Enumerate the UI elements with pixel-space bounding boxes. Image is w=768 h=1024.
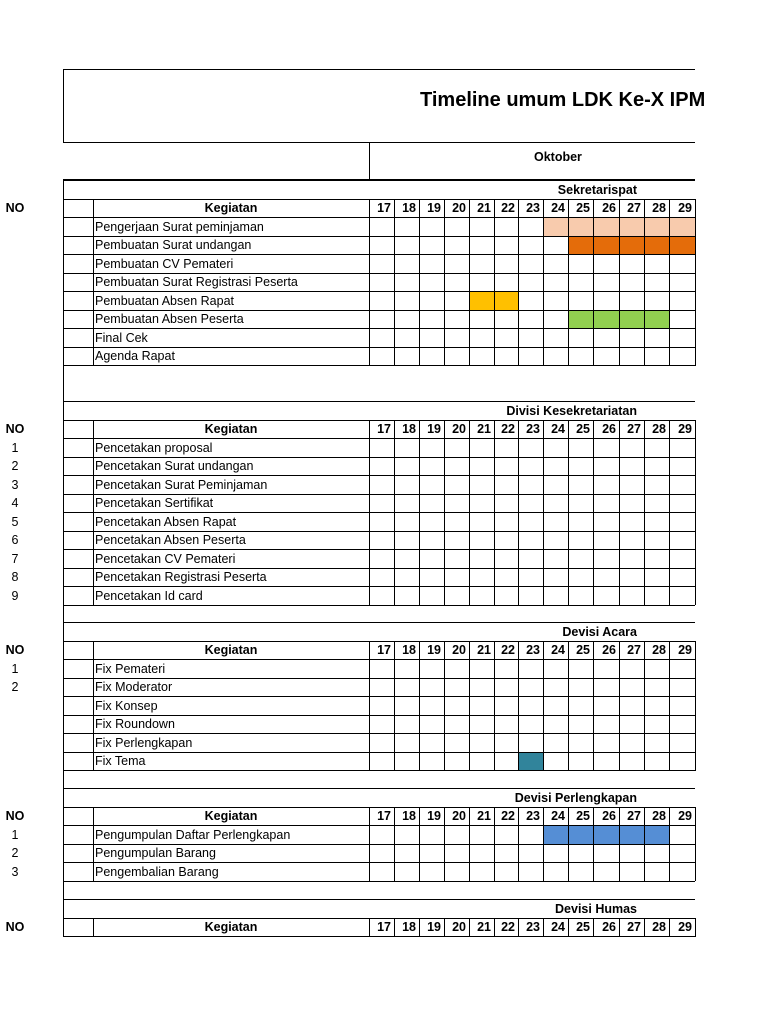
- row-number: 9: [11, 589, 19, 603]
- row-number: 3: [11, 478, 19, 492]
- timeline-bar-cell: [645, 311, 670, 329]
- grid-line: [695, 807, 696, 881]
- grid-line: [543, 641, 544, 771]
- grid-line: [63, 328, 695, 329]
- timeline-bar-cell: [569, 311, 594, 329]
- row-number: 2: [11, 846, 19, 860]
- grid-line: [63, 881, 695, 882]
- grid-line: [93, 807, 94, 881]
- grid-line: [369, 807, 370, 881]
- day-header: 25: [576, 809, 590, 823]
- column-header-no: NO: [5, 809, 25, 823]
- activity-name: Fix Konsep: [95, 699, 158, 713]
- grid-line: [593, 807, 594, 881]
- day-header: 28: [652, 920, 666, 934]
- activity-name: Pembuatan Absen Peserta: [95, 312, 244, 326]
- column-header-kegiatan: Kegiatan: [204, 809, 258, 823]
- grid-line: [63, 788, 64, 807]
- grid-line: [619, 199, 620, 366]
- grid-line: [494, 918, 495, 937]
- grid-line: [63, 788, 695, 789]
- activity-name: Pengembalian Barang: [95, 865, 219, 879]
- column-header-no: NO: [5, 201, 25, 215]
- page-title: Timeline umum LDK Ke-X IPM: [420, 89, 706, 111]
- grid-line: [469, 199, 470, 366]
- month-label: Oktober: [534, 150, 582, 164]
- timeline-bar-cell: [620, 311, 645, 329]
- grid-line: [494, 641, 495, 771]
- day-header: 24: [551, 643, 565, 657]
- timeline-bar-cell: [594, 237, 620, 255]
- grid-line: [394, 199, 395, 366]
- grid-line: [444, 199, 445, 366]
- grid-line: [419, 641, 420, 771]
- day-header: 25: [576, 643, 590, 657]
- grid-line: [394, 807, 395, 881]
- row-number: 1: [11, 662, 19, 676]
- day-header: 25: [576, 422, 590, 436]
- activity-name: Pencetakan Surat Peminjaman: [95, 478, 268, 492]
- grid-line: [568, 918, 569, 937]
- day-header: 19: [427, 809, 441, 823]
- grid-line: [494, 420, 495, 605]
- grid-line: [63, 605, 695, 606]
- grid-line: [644, 199, 645, 366]
- timeline-bar-cell: [670, 237, 696, 255]
- activity-name: Fix Perlengkapan: [95, 736, 193, 750]
- grid-line: [63, 401, 695, 402]
- day-header: 28: [652, 809, 666, 823]
- day-header: 21: [477, 920, 491, 934]
- grid-line: [444, 641, 445, 771]
- grid-line: [644, 420, 645, 605]
- timeline-bar-cell: [594, 218, 620, 236]
- day-header: 22: [501, 422, 515, 436]
- activity-name: Pencetakan CV Pemateri: [95, 552, 236, 566]
- activity-name: Fix Pemateri: [95, 662, 166, 676]
- day-header: 21: [477, 643, 491, 657]
- grid-line: [669, 918, 670, 937]
- activity-name: Pengumpulan Daftar Perlengkapan: [95, 828, 291, 842]
- row-number: 5: [11, 515, 19, 529]
- day-header: 24: [551, 201, 565, 215]
- grid-line: [93, 420, 94, 605]
- activity-name: Fix Moderator: [95, 680, 173, 694]
- column-header-kegiatan: Kegiatan: [204, 201, 258, 215]
- day-header: 18: [402, 809, 416, 823]
- day-header: 26: [602, 920, 616, 934]
- activity-name: Pembuatan CV Pemateri: [95, 257, 234, 271]
- row-number: 1: [11, 441, 19, 455]
- timeline-bar-cell: [544, 826, 569, 844]
- grid-line: [63, 622, 64, 641]
- grid-line: [63, 180, 64, 199]
- grid-line: [93, 641, 94, 771]
- grid-line: [444, 420, 445, 605]
- grid-line: [669, 641, 670, 771]
- section-title: Divisi Kesekretariatan: [506, 404, 637, 418]
- grid-line: [63, 365, 64, 401]
- grid-line: [369, 918, 370, 937]
- day-header: 21: [477, 201, 491, 215]
- grid-line: [63, 918, 64, 937]
- day-header: 17: [377, 201, 391, 215]
- grid-line: [63, 69, 695, 70]
- day-header: 17: [377, 920, 391, 934]
- row-number: 6: [11, 533, 19, 547]
- grid-line: [93, 199, 94, 366]
- grid-line: [494, 199, 495, 366]
- day-header: 18: [402, 422, 416, 436]
- grid-line: [619, 807, 620, 881]
- grid-line: [669, 199, 670, 366]
- day-header: 29: [678, 201, 692, 215]
- grid-line: [63, 881, 64, 900]
- timeline-bar-cell: [594, 311, 620, 329]
- day-header: 18: [402, 920, 416, 934]
- activity-name: Fix Roundown: [95, 717, 175, 731]
- grid-line: [568, 199, 569, 366]
- column-header-kegiatan: Kegiatan: [204, 920, 258, 934]
- day-header: 20: [452, 201, 466, 215]
- activity-name: Pencetakan Absen Rapat: [95, 515, 237, 529]
- day-header: 29: [678, 809, 692, 823]
- day-header: 23: [526, 201, 540, 215]
- grid-line: [518, 918, 519, 937]
- activity-name: Pencetakan Surat undangan: [95, 459, 254, 473]
- section-title: Devisi Acara: [562, 625, 637, 639]
- grid-line: [619, 918, 620, 937]
- section-title: Devisi Humas: [555, 902, 637, 916]
- grid-line: [518, 641, 519, 771]
- row-number: 1: [11, 828, 19, 842]
- grid-line: [518, 807, 519, 881]
- timeline-bar-cell: [470, 292, 495, 310]
- grid-line: [63, 936, 695, 937]
- day-header: 29: [678, 422, 692, 436]
- grid-line: [369, 420, 370, 605]
- day-header: 23: [526, 809, 540, 823]
- row-number: 4: [11, 496, 19, 510]
- grid-line: [63, 807, 64, 881]
- day-header: 28: [652, 422, 666, 436]
- grid-line: [593, 420, 594, 605]
- day-header: 20: [452, 422, 466, 436]
- grid-line: [63, 605, 64, 623]
- day-header: 28: [652, 643, 666, 657]
- day-header: 24: [551, 920, 565, 934]
- day-header: 24: [551, 809, 565, 823]
- grid-line: [63, 770, 695, 771]
- grid-line: [695, 420, 696, 605]
- timeline-bar-cell: [569, 826, 594, 844]
- day-header: 20: [452, 809, 466, 823]
- grid-line: [93, 918, 94, 937]
- timeline-bar-cell: [645, 826, 670, 844]
- section-title: Sekretarispat: [557, 183, 637, 197]
- grid-line: [419, 918, 420, 937]
- grid-line: [63, 401, 64, 420]
- grid-line: [419, 199, 420, 366]
- timeline-bar-cell: [569, 218, 594, 236]
- grid-line: [543, 199, 544, 366]
- grid-line: [63, 420, 64, 605]
- day-header: 26: [602, 809, 616, 823]
- day-header: 23: [526, 643, 540, 657]
- day-header: 17: [377, 809, 391, 823]
- timeline-bar-cell: [645, 237, 670, 255]
- activity-name: Pencetakan Registrasi Peserta: [95, 570, 267, 584]
- day-header: 21: [477, 809, 491, 823]
- day-header: 24: [551, 422, 565, 436]
- day-header: 27: [627, 422, 641, 436]
- grid-line: [444, 918, 445, 937]
- grid-line: [394, 641, 395, 771]
- grid-line: [543, 918, 544, 937]
- grid-line: [669, 420, 670, 605]
- grid-line: [695, 199, 696, 366]
- day-header: 22: [501, 201, 515, 215]
- day-header: 22: [501, 643, 515, 657]
- grid-line: [419, 807, 420, 881]
- timeline-bar-cell: [569, 237, 594, 255]
- timeline-bar-cell: [620, 218, 645, 236]
- grid-line: [518, 199, 519, 366]
- day-header: 19: [427, 643, 441, 657]
- row-number: 8: [11, 570, 19, 584]
- day-header: 20: [452, 643, 466, 657]
- grid-line: [63, 69, 64, 143]
- grid-line: [394, 918, 395, 937]
- activity-name: Pembuatan Surat Registrasi Peserta: [95, 275, 298, 289]
- column-header-no: NO: [5, 422, 25, 436]
- grid-line: [419, 420, 420, 605]
- timeline-bar-cell: [544, 218, 569, 236]
- column-header-kegiatan: Kegiatan: [204, 643, 258, 657]
- grid-line: [644, 807, 645, 881]
- grid-line: [543, 807, 544, 881]
- day-header: 25: [576, 201, 590, 215]
- activity-name: Agenda Rapat: [95, 349, 175, 363]
- section-title: Devisi Perlengkapan: [514, 791, 637, 805]
- grid-line: [644, 641, 645, 771]
- day-header: 27: [627, 809, 641, 823]
- activity-name: Pengerjaan Surat peminjaman: [95, 220, 264, 234]
- grid-line: [469, 918, 470, 937]
- timeline-bar-cell: [620, 826, 645, 844]
- grid-line: [63, 770, 64, 788]
- grid-line: [644, 918, 645, 937]
- row-number: 2: [11, 680, 19, 694]
- activity-name: Pembuatan Surat undangan: [95, 238, 252, 252]
- day-header: 18: [402, 201, 416, 215]
- grid-line: [63, 142, 695, 143]
- day-header: 22: [501, 809, 515, 823]
- grid-line: [444, 807, 445, 881]
- activity-name: Pencetakan Absen Peserta: [95, 533, 246, 547]
- day-header: 25: [576, 920, 590, 934]
- row-number: 2: [11, 459, 19, 473]
- day-header: 28: [652, 201, 666, 215]
- activity-name: Pengumpulan Barang: [95, 846, 216, 860]
- grid-line: [568, 420, 569, 605]
- day-header: 29: [678, 643, 692, 657]
- day-header: 17: [377, 422, 391, 436]
- activity-name: Final Cek: [95, 331, 148, 345]
- grid-line: [518, 420, 519, 605]
- grid-line: [469, 641, 470, 771]
- day-header: 18: [402, 643, 416, 657]
- grid-line: [63, 180, 695, 181]
- day-header: 26: [602, 643, 616, 657]
- column-header-no: NO: [5, 643, 25, 657]
- grid-line: [593, 641, 594, 771]
- grid-line: [619, 641, 620, 771]
- grid-line: [543, 420, 544, 605]
- activity-name: Pencetakan Sertifikat: [95, 496, 214, 510]
- timeline-bar-cell: [519, 753, 544, 771]
- grid-line: [568, 807, 569, 881]
- grid-line: [63, 641, 64, 771]
- day-header: 19: [427, 201, 441, 215]
- day-header: 26: [602, 201, 616, 215]
- day-header: 19: [427, 920, 441, 934]
- day-header: 20: [452, 920, 466, 934]
- grid-line: [369, 143, 370, 180]
- grid-line: [593, 199, 594, 366]
- activity-name: Pencetakan proposal: [95, 441, 213, 455]
- grid-line: [63, 199, 64, 366]
- day-header: 19: [427, 422, 441, 436]
- day-header: 17: [377, 643, 391, 657]
- grid-line: [593, 918, 594, 937]
- grid-line: [63, 899, 64, 918]
- activity-name: Fix Tema: [95, 754, 146, 768]
- grid-line: [619, 420, 620, 605]
- grid-line: [568, 641, 569, 771]
- timeline-bar-cell: [620, 237, 645, 255]
- day-header: 29: [678, 920, 692, 934]
- column-header-no: NO: [5, 920, 25, 934]
- grid-line: [63, 696, 695, 697]
- grid-line: [63, 899, 695, 900]
- grid-line: [369, 199, 370, 366]
- grid-line: [394, 420, 395, 605]
- activity-name: Pembuatan Absen Rapat: [95, 294, 234, 308]
- day-header: 27: [627, 920, 641, 934]
- grid-line: [695, 918, 696, 937]
- timeline-bar-cell: [594, 826, 620, 844]
- timeline-bar-cell: [645, 218, 670, 236]
- timeline-bar-cell: [495, 292, 519, 310]
- grid-line: [469, 807, 470, 881]
- row-number: 7: [11, 552, 19, 566]
- grid-line: [695, 641, 696, 771]
- timeline-bar-cell: [670, 218, 696, 236]
- day-header: 27: [627, 201, 641, 215]
- row-number: 3: [11, 865, 19, 879]
- grid-line: [469, 420, 470, 605]
- activity-name: Pencetakan Id card: [95, 589, 203, 603]
- grid-line: [669, 807, 670, 881]
- day-header: 27: [627, 643, 641, 657]
- day-header: 22: [501, 920, 515, 934]
- day-header: 26: [602, 422, 616, 436]
- grid-line: [63, 752, 695, 753]
- day-header: 21: [477, 422, 491, 436]
- day-header: 23: [526, 422, 540, 436]
- column-header-kegiatan: Kegiatan: [204, 422, 258, 436]
- grid-line: [494, 807, 495, 881]
- day-header: 23: [526, 920, 540, 934]
- grid-line: [369, 641, 370, 771]
- grid-line: [63, 365, 695, 366]
- grid-line: [63, 622, 695, 623]
